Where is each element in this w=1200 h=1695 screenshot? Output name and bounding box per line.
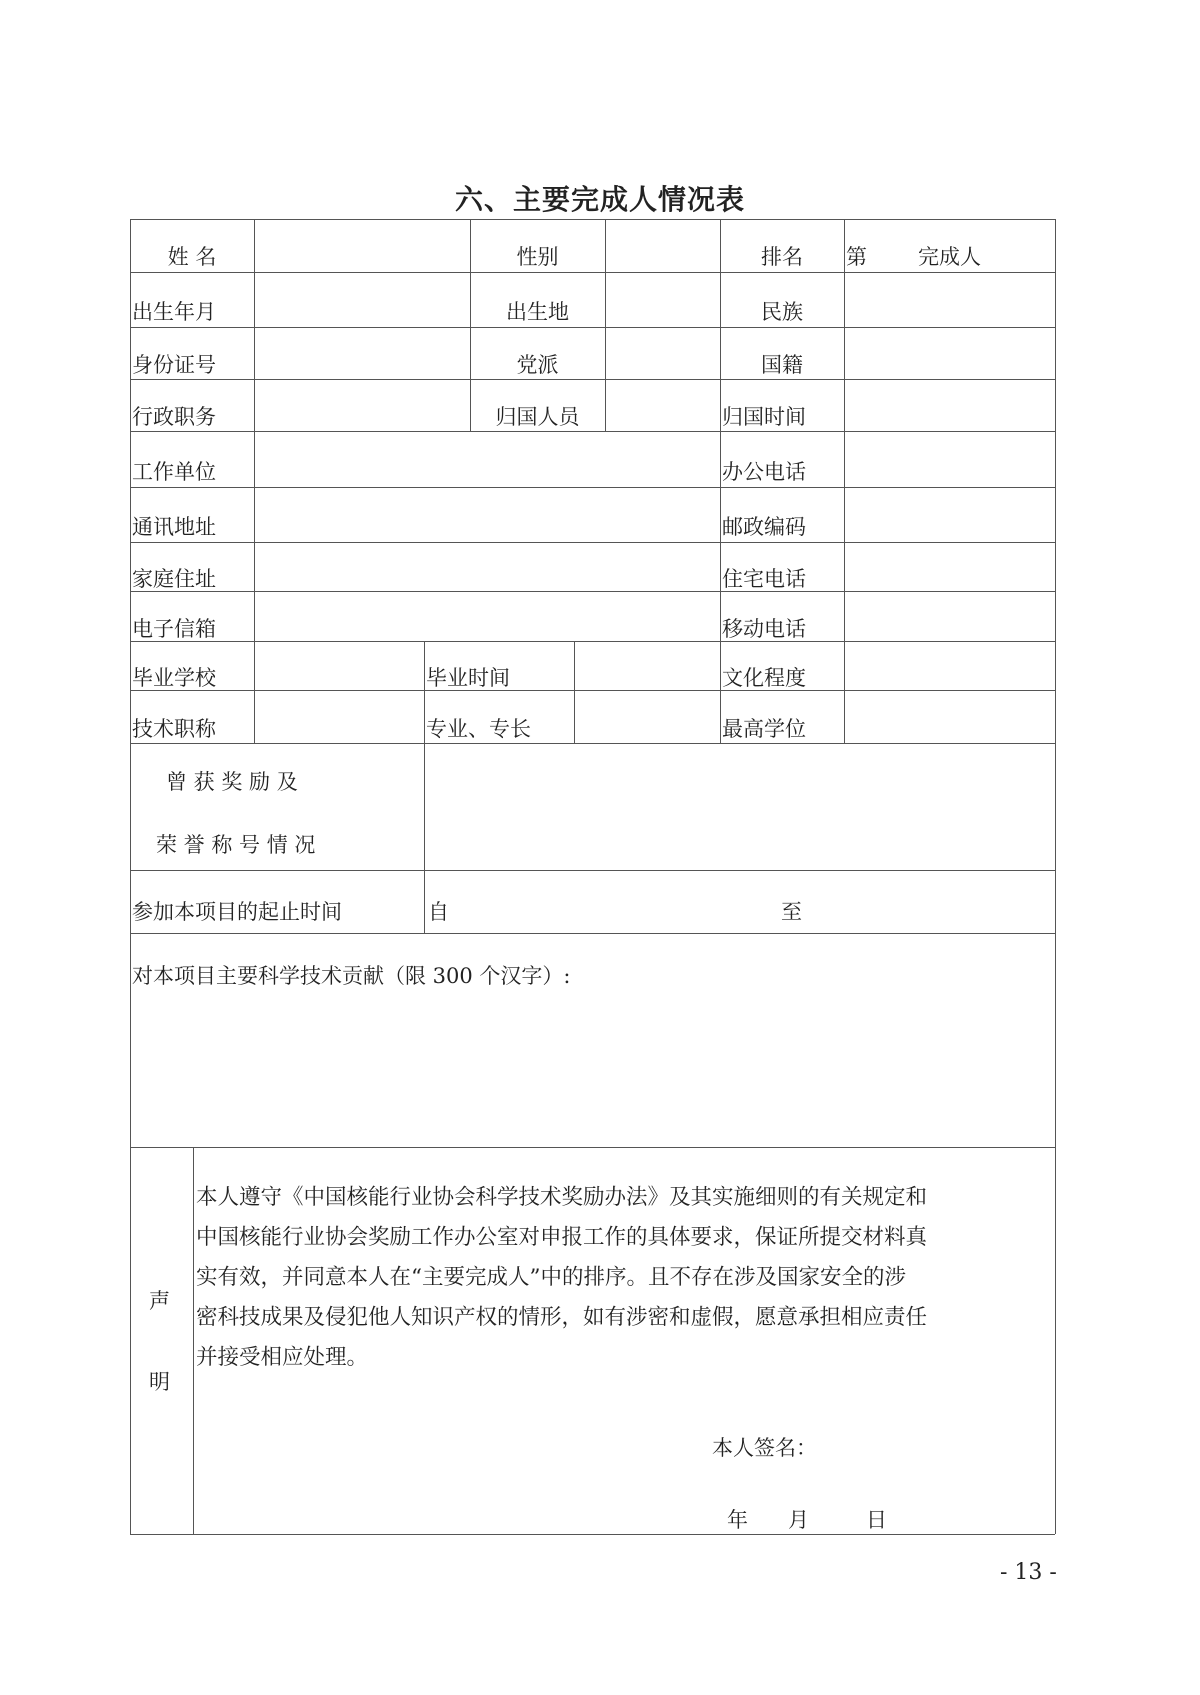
gender-field[interactable] xyxy=(607,221,718,271)
col-divider xyxy=(574,641,575,743)
label-home-phone: 住宅电话 xyxy=(722,567,806,591)
signature-label: 本人签名： xyxy=(712,1436,817,1460)
signature-field[interactable] xyxy=(830,1428,1030,1464)
return-time-field[interactable] xyxy=(846,381,1053,429)
row-divider xyxy=(130,870,1055,871)
ethnicity-field[interactable] xyxy=(846,274,1053,325)
row-divider xyxy=(130,591,1055,592)
rank-field[interactable] xyxy=(872,236,912,270)
start-date-field[interactable] xyxy=(452,880,772,924)
label-gender: 性别 xyxy=(516,245,559,269)
party-field[interactable] xyxy=(607,329,718,377)
label-education-level: 文化程度 xyxy=(722,666,806,690)
graduate-school-field[interactable] xyxy=(256,643,422,688)
contribution-textarea[interactable] xyxy=(132,995,1053,1145)
row-divider xyxy=(130,327,1055,328)
label-to: 至 xyxy=(781,900,802,924)
work-unit-field[interactable] xyxy=(256,433,718,485)
label-office-phone: 办公电话 xyxy=(722,460,806,484)
label-declaration-char2: 明 xyxy=(149,1370,170,1394)
col-divider xyxy=(424,641,425,933)
nationality-field[interactable] xyxy=(846,329,1053,377)
date-month-label: 月 xyxy=(788,1508,809,1532)
office-phone-field[interactable] xyxy=(846,433,1053,485)
label-graduation-time: 毕业时间 xyxy=(426,666,510,690)
row-divider xyxy=(130,690,1055,691)
date-year-label: 年 xyxy=(727,1508,748,1532)
row-divider xyxy=(130,641,1055,642)
label-awards-line2: 荣 誉 称 号 情 况 xyxy=(156,833,316,857)
label-returnee: 归国人员 xyxy=(495,405,580,429)
col-divider xyxy=(720,690,721,743)
row-divider xyxy=(130,743,1055,744)
declaration-text xyxy=(196,1178,1056,1378)
label-nationality: 国籍 xyxy=(761,353,803,377)
name-field[interactable] xyxy=(256,221,468,271)
mobile-phone-field[interactable] xyxy=(846,593,1053,639)
graduation-time-field[interactable] xyxy=(576,643,718,688)
birth-date-field[interactable] xyxy=(256,274,468,325)
col-divider xyxy=(844,219,845,743)
admin-position-field[interactable] xyxy=(256,381,468,429)
row-divider xyxy=(130,379,1055,380)
col-divider xyxy=(720,219,721,691)
col-divider xyxy=(193,1147,194,1534)
label-specialty: 专业、专长 xyxy=(426,717,531,741)
declaration-line: 密科技成果及侵犯他人知识产权的情形，如有涉密和虚假，愿意承担相应责任 xyxy=(196,1305,928,1330)
returnee-field[interactable] xyxy=(607,381,718,429)
label-declaration-char1: 声 xyxy=(149,1289,170,1313)
table-border-top xyxy=(130,219,1055,220)
rank-suffix: 完成人 xyxy=(918,245,981,269)
birth-place-field[interactable] xyxy=(607,274,718,325)
label-mobile-phone: 移动电话 xyxy=(722,617,806,641)
row-divider xyxy=(130,272,1055,273)
label-graduate-school: 毕业学校 xyxy=(132,666,216,690)
row-divider xyxy=(130,431,1055,432)
specialty-field[interactable] xyxy=(576,692,718,741)
col-divider xyxy=(254,219,255,743)
highest-degree-field[interactable] xyxy=(846,692,1053,741)
label-ethnicity: 民族 xyxy=(761,300,803,324)
table-border-bottom xyxy=(130,1534,1055,1535)
label-id-number: 身份证号 xyxy=(132,353,216,377)
page-number: - 13 - xyxy=(1000,1560,1057,1585)
label-party: 党派 xyxy=(516,353,559,377)
mailing-address-field[interactable] xyxy=(256,489,718,540)
row-divider xyxy=(130,1147,1055,1148)
label-return-time: 归国时间 xyxy=(722,405,806,429)
row-divider xyxy=(130,542,1055,543)
declaration-line: 实有效，并同意本人在“主要完成人”中的排序。且不存在涉及国家安全的涉 xyxy=(196,1265,906,1290)
label-work-unit: 工作单位 xyxy=(132,460,216,484)
declaration-line: 中国核能行业协会奖励工作办公室对申报工作的具体要求，保证所提交材料真 xyxy=(196,1225,928,1250)
label-home-address: 家庭住址 xyxy=(132,567,216,591)
technical-title-field[interactable] xyxy=(256,692,422,741)
rank-prefix: 第 xyxy=(846,245,867,269)
end-date-field[interactable] xyxy=(808,880,1048,924)
email-field[interactable] xyxy=(256,593,718,639)
label-rank: 排名 xyxy=(761,245,803,269)
label-highest-degree: 最高学位 xyxy=(722,717,806,741)
label-name: 姓 名 xyxy=(167,245,217,269)
label-postal-code: 邮政编码 xyxy=(722,515,806,539)
label-email: 电子信箱 xyxy=(132,617,216,641)
id-number-field[interactable] xyxy=(256,329,468,377)
declaration-line: 本人遵守《中国核能行业协会科学技术奖励办法》及其实施细则的有关规定和 xyxy=(196,1185,928,1210)
label-technical-title: 技术职称 xyxy=(132,717,216,741)
page-title: 六、主要完成人情况表 xyxy=(454,183,745,216)
home-address-field[interactable] xyxy=(256,544,718,589)
label-birth-place: 出生地 xyxy=(506,300,569,324)
label-mailing-address: 通讯地址 xyxy=(132,515,216,539)
home-phone-field[interactable] xyxy=(846,544,1053,589)
table-border-left xyxy=(130,219,131,1534)
label-participation-period: 参加本项目的起止时间 xyxy=(132,900,342,924)
label-birth-date: 出生年月 xyxy=(132,300,216,324)
col-divider xyxy=(605,219,606,431)
declaration-line: 并接受相应处理。 xyxy=(196,1345,369,1370)
label-awards-line1: 曾 获 奖 励 及 xyxy=(166,770,298,794)
row-divider xyxy=(130,933,1055,934)
awards-field[interactable] xyxy=(426,745,1053,868)
label-from: 自 xyxy=(428,900,449,924)
row-divider xyxy=(130,487,1055,488)
label-contribution: 对本项目主要科学技术贡献（限 300 个汉字）: xyxy=(132,964,571,988)
date-day-label: 日 xyxy=(866,1508,887,1532)
postal-code-field[interactable] xyxy=(846,489,1053,540)
label-admin-position: 行政职务 xyxy=(132,405,216,429)
education-level-field[interactable] xyxy=(846,643,1053,688)
